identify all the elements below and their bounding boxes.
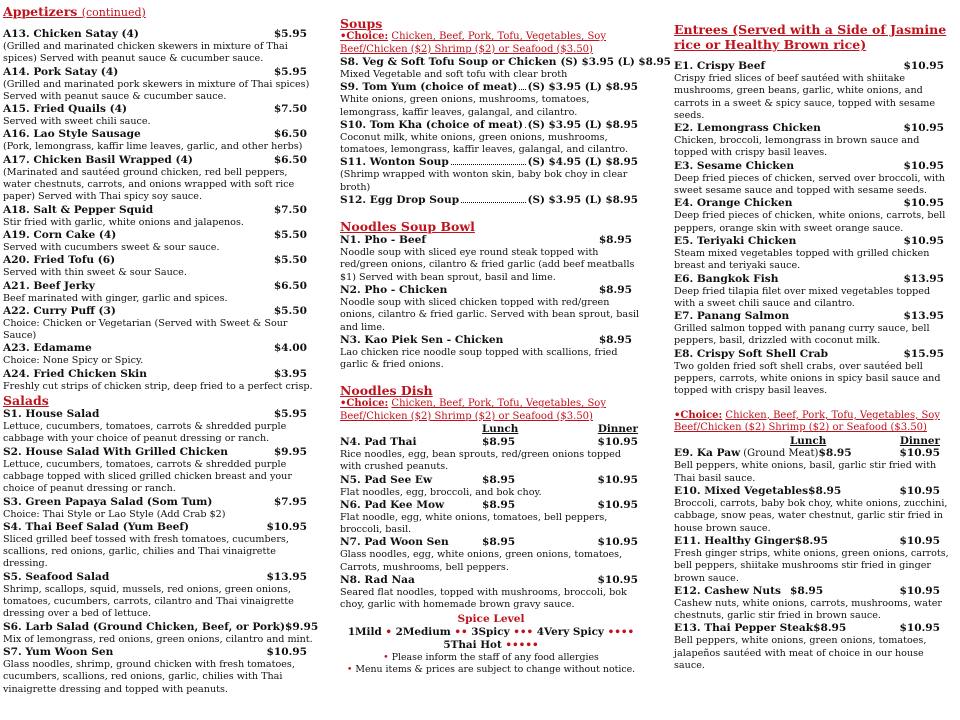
item-description: Flat noodle, egg, white onions, tomatoes, bell peppers, broccoli, basil. <box>340 511 608 536</box>
dinner-price: $10.95 <box>899 622 940 635</box>
menu-item <box>674 447 954 485</box>
item-description: Flat noodles, egg, broccoli, and bok choy. <box>340 486 542 498</box>
lunch-price: $8.95 <box>794 534 828 547</box>
item-name: N5. Pad See Ew <box>340 473 433 486</box>
item-description: (Grilled and marinated chicken skewers in mixture of Thai spices) Served with peanut sauce & cucumber sauce. <box>3 41 288 65</box>
item-description: Coconut milk, white onions, green onions, mushrooms, tomatoes, lemongrass, kaffir leaves, galangal, and cilantro. <box>340 131 629 156</box>
item-price: $7.50 <box>273 203 307 216</box>
item-name: A16. Lao Style Sausage <box>3 128 141 141</box>
item-name: S1. House Salad <box>3 408 100 421</box>
allergy-note-text: Please inform the staff of any food allergies <box>391 651 599 663</box>
menu-item <box>674 273 954 311</box>
item-description: Lettuce, cucumbers, tomatoes, carrots & shredded purple cabbage with your choice of peanut dressing or ranch. <box>3 421 287 445</box>
item-description: Noodle soup with sliced eye round steak topped with red/green onions, cilantro & fried garlic (add beef meatballs $1) Served with bean sprout, basil and lime. <box>340 247 635 283</box>
menu-item <box>340 234 642 284</box>
item-description: Two golden fried soft shell crabs, over sautéed bell peppers, carrots, white onions in spicy basil sauce and topped with crispy basil leaves. <box>674 360 941 397</box>
item-name: N6. Pad Kee Mow <box>340 498 445 511</box>
entrees-choice-label: •Choice: <box>674 409 723 421</box>
item-name: N2. Pho - Chicken <box>340 283 448 296</box>
item-description: Served with cucumbers sweet & sour sauce. <box>3 241 220 253</box>
menu-item-row <box>674 447 954 460</box>
menu-item-row <box>3 254 313 267</box>
item-description: (Grilled and marinated pork skewers in mixture of Thai spices) Served with peanut sauce & cucumber sauce. <box>3 78 310 102</box>
noodles-choice-label: •Choice: <box>340 398 389 410</box>
spice-spicy: 3Spicy <box>471 625 510 638</box>
item-price: $5.95 <box>273 28 307 40</box>
item-description: Freshly cut strips of chicken strip, deep fried to a perfect crisp. <box>3 380 313 392</box>
menu-item <box>674 60 954 122</box>
menu-item <box>674 235 954 273</box>
item-name: S9. Tom Yum (choice of meat) <box>340 81 518 94</box>
item-name: N8. Rad Naa <box>340 574 415 587</box>
item-description: Lao chicken rice noodle soup topped with scallions, fried garlic & fried onions. <box>340 346 618 371</box>
item-name: E12. Cashew Nuts <box>674 584 781 597</box>
item-name: A22. Curry Puff (3) <box>3 304 116 317</box>
menu-item-row <box>3 305 313 318</box>
menu-item-row <box>3 446 313 459</box>
dinner-price: $10.95 <box>597 473 638 486</box>
item-name: S5. Seafood Salad <box>3 570 110 583</box>
menu-item-row <box>3 280 313 293</box>
entrees-list <box>674 60 954 398</box>
noodle-soup-list <box>340 234 642 371</box>
item-name: S8. Veg & Soft Tofu Soup or Chicken <box>340 56 557 68</box>
item-name: A17. Chicken Basil Wrapped (4) <box>3 153 193 166</box>
leader-dots <box>525 127 526 128</box>
menu-item <box>340 56 671 81</box>
soups-choice <box>340 31 642 56</box>
item-name: E4. Orange Chicken <box>674 197 793 210</box>
appetizers-continued: (continued) <box>81 6 146 19</box>
item-name: E9. Ka Paw <box>674 447 741 460</box>
dinner-price: $10.95 <box>597 536 638 549</box>
dinner-price: $10.95 <box>899 447 940 460</box>
item-description: Deep fried pieces of chicken, served over broccoli, with sweet sesame sauce and topped with sesame seeds. <box>674 172 945 197</box>
menu-item-row <box>340 234 642 247</box>
item-description: Shrimp, scallops, squid, mussels, red onions, green onions, tomatoes, cucumbers, carrots, cilantro and Thai vinaigrette dressing over a bed of lettuce. <box>3 583 294 620</box>
lunch-price: $8.95 <box>482 435 516 448</box>
menu-item-row <box>3 408 313 421</box>
item-price: $6.50 <box>273 279 307 292</box>
dinner-header: Dinner <box>899 434 940 447</box>
item-description: Served with sweet chili sauce. <box>3 116 151 128</box>
menu-item <box>3 521 313 571</box>
item-description: Broccoli, carrots, baby bok choy, white onions, zucchini, cabbage, snow peas, water chestnut, garlic stir fried in house brown sauce. <box>674 498 948 534</box>
salads-heading: Salads <box>3 393 49 409</box>
item-price: $10.95 <box>903 234 944 247</box>
note-bullet-icon: • <box>346 663 353 675</box>
dinner-price: $10.95 <box>597 435 638 448</box>
menu-item-row <box>3 342 313 355</box>
menu-item-row <box>3 620 319 634</box>
menu-item-row <box>3 66 313 79</box>
item-name: A21. Beef Jerky <box>3 279 95 292</box>
menu-item-row <box>340 436 642 449</box>
menu-item <box>674 197 954 235</box>
item-description: Cashew nuts, white onions, carrots, mushrooms, water chestnuts, garlic stir fried in brown sauce. <box>674 597 942 622</box>
menu-item <box>3 646 313 696</box>
menu-item-row <box>340 156 642 169</box>
dinner-price: $10.95 <box>899 534 940 547</box>
item-price: $10.95 <box>266 645 307 658</box>
item-description: Choice: None Spicy or Spicy. <box>3 355 144 367</box>
menu-item <box>3 204 313 229</box>
menu-item <box>3 571 313 621</box>
menu-item-row <box>340 284 642 297</box>
item-description: Seared flat noodles, topped with mushrooms, broccoli, bok choy, garlic with homemade brown gravy sauce. <box>340 587 627 611</box>
menu-item-row <box>3 103 313 116</box>
item-name: E3. Sesame Chicken <box>674 159 795 172</box>
column-soups-noodles <box>340 16 671 676</box>
item-price: (S) $3.95 (L) $8.95 <box>560 56 671 68</box>
menu-item <box>3 620 319 646</box>
menu-item-row <box>340 536 642 549</box>
item-name: S12. Egg Drop Soup <box>340 194 460 207</box>
allergy-note <box>340 652 642 664</box>
lunch-price: $8.95 <box>818 447 852 460</box>
item-price: $10.95 <box>266 520 307 533</box>
item-name: S2. House Salad With Grilled Chicken <box>3 445 229 458</box>
menu-item-row <box>3 646 313 659</box>
menu-item-row <box>340 499 642 512</box>
entrees-heading: Entrees (Served with a Side of Jasmine rice or Healthy Brown rice) <box>674 22 947 52</box>
leader-dots <box>519 89 525 90</box>
menu-item-row <box>340 474 642 487</box>
item-price: $7.50 <box>273 103 307 116</box>
menu-item-row <box>3 28 313 41</box>
menu-item-row <box>674 485 954 498</box>
menu-item-row <box>674 197 954 210</box>
lunch-price: $8.95 <box>482 498 516 511</box>
item-price: $13.95 <box>266 570 307 583</box>
item-description: Glass noodles, egg, white onions, green onions, tomatoes, Carrots, mushrooms, bell peppers. <box>340 549 623 573</box>
item-price: $5.50 <box>273 228 307 241</box>
item-description: Steam mixed vegetables topped with grilled chicken breast and teriyaki sauce. <box>674 247 930 272</box>
item-description: Beef marinated with ginger, garlic and spices. <box>3 292 228 304</box>
menu-item <box>340 536 642 574</box>
item-name: A14. Pork Satay (4) <box>3 65 119 78</box>
soups-choice-label: •Choice: <box>340 31 389 42</box>
spice-thai-hot: 5Thai Hot <box>443 638 502 651</box>
item-description: Rice noodles, egg, bean sprouts, red/green onions topped with crushed peanuts. <box>340 448 621 473</box>
noodle-soup-heading: Noodles Soup Bowl <box>340 219 475 235</box>
item-price: $10.95 <box>903 159 944 172</box>
menu-item <box>674 485 954 535</box>
item-name: E1. Crispy Beef <box>674 60 766 72</box>
menu-item <box>3 66 313 104</box>
item-name: A18. Salt & Pepper Squid <box>3 203 154 216</box>
menu-item <box>3 254 313 279</box>
item-description: Stir fried with garlic, white onions and jalapenos. <box>3 216 244 228</box>
noodles-lunch-dinner-header <box>340 423 642 436</box>
item-name: E11. Healthy Ginger <box>674 534 795 547</box>
item-extra: (Ground Meat) <box>743 448 819 460</box>
lunch-price: $8.95 <box>790 584 824 597</box>
lunch-price: $8.95 <box>808 485 842 498</box>
menu-item-row <box>340 119 642 132</box>
dinner-price: $10.95 <box>899 485 940 498</box>
menu-item-row <box>3 229 313 242</box>
spice-spicy-marker: ••• <box>513 625 534 638</box>
item-name: E13. Thai Pepper Steak <box>674 622 814 635</box>
item-description: Sliced grilled beef tossed with fresh tomatoes, cucumbers, scallions, red onions, garlic, chilies and Thai vinaigrette dressing. <box>3 533 289 570</box>
item-name: S11. Wonton Soup <box>340 156 449 169</box>
item-name: E2. Lemongrass Chicken <box>674 122 821 135</box>
lunch-price: $8.95 <box>813 622 847 635</box>
menu-item-row <box>3 571 313 584</box>
lunch-price: $8.95 <box>482 473 516 486</box>
menu-item-row <box>674 60 954 73</box>
item-name: N3. Kao Piek Sen - Chicken <box>340 333 504 346</box>
item-description: (Marinated and sautéed ground chicken, red bell peppers, water chestnuts, carrots, and onions wrapped with soft rice paper) Served with Thai spicy soy sauce. <box>3 166 295 203</box>
menu-item-row <box>674 273 954 286</box>
spice-level-title: Spice Level <box>457 612 525 625</box>
item-name: E10. Mixed Vegetables <box>674 485 809 498</box>
menu-item <box>674 535 954 585</box>
noodles-dish-list <box>340 436 642 612</box>
menu-item <box>340 574 642 612</box>
item-description: Deep fried pieces of chicken, white onions, carrots, bell peppers, orange skin with sweet orange sauce. <box>674 210 946 234</box>
menu-item-row <box>3 496 313 509</box>
item-price: (S) $3.95 (L) $8.95 <box>527 81 638 94</box>
item-price: (S) $3.95 (L) $8.95 <box>527 118 638 131</box>
menu-item-row <box>674 122 954 135</box>
item-price: $10.95 <box>903 122 944 135</box>
item-name: S4. Thai Beef Salad (Yum Beef) <box>3 520 189 533</box>
menu-item <box>674 585 954 623</box>
menu-item <box>340 194 642 207</box>
item-name: E6. Bangkok Fish <box>674 272 779 285</box>
menu-item-row <box>3 204 313 217</box>
menu-item <box>3 305 313 343</box>
menu-item-row <box>3 154 313 167</box>
lunch-header: Lunch <box>790 434 827 447</box>
item-price: $5.50 <box>273 304 307 317</box>
spice-medium-marker: •• <box>454 625 468 638</box>
item-description: (Shrimp wrapped with wonton skin, baby bok choy in clear broth) <box>340 169 628 193</box>
menu-item <box>674 310 954 348</box>
item-price: $10.95 <box>903 197 944 210</box>
price-change-note-text: Menu items & prices are subject to change without notice. <box>355 663 636 675</box>
item-price: $5.50 <box>273 254 307 267</box>
dinner-price: $10.95 <box>597 498 638 511</box>
leader-dots <box>461 202 525 203</box>
item-name: S10. Tom Kha (choice of meat) <box>340 118 524 131</box>
item-description: Choice: Chicken or Vegetarian (Served with Sweet & Sour Sauce) <box>3 317 288 342</box>
appetizers-list <box>3 28 313 393</box>
noodles-choice-text: Chicken, Beef, Pork, Tofu, Vegetables, Soy Beef/Chicken ($2) Shrimp ($2) or Seafood ($3.50) <box>340 398 606 422</box>
item-name: S3. Green Papaya Salad (Som Tum) <box>3 495 213 508</box>
menu-item <box>340 81 642 119</box>
menu-item <box>340 499 642 537</box>
soups-list <box>340 56 671 207</box>
item-price: $13.95 <box>903 310 944 323</box>
menu-item <box>3 446 313 496</box>
item-price: $3.95 <box>273 367 307 380</box>
appetizers-title: Appetizers <box>3 4 78 19</box>
item-price: $9.95 <box>285 620 319 633</box>
menu-item-row <box>340 81 642 94</box>
menu-item-row <box>340 574 642 587</box>
noodles-choice <box>340 398 642 423</box>
menu-item <box>3 342 313 367</box>
item-description: White onions, green onions, mushrooms, tomatoes, lemongrass, kaffir leaves, galangal, and cilantro. <box>340 94 590 118</box>
soups-heading: Soups <box>340 16 383 31</box>
menu-item-row <box>674 622 954 635</box>
menu-item-row <box>3 368 313 381</box>
item-price: (S) $3.95 (L) $8.95 <box>527 194 638 207</box>
menu-item-row <box>340 334 642 347</box>
spice-very-spicy: 4Very Spicy <box>536 625 604 638</box>
menu-item <box>3 28 313 66</box>
menu-item <box>340 436 642 474</box>
item-description: Served with thin sweet & sour Sauce. <box>3 267 187 279</box>
item-name: A24. Fried Chicken Skin <box>3 367 147 380</box>
item-price: $8.95 <box>598 283 632 296</box>
dinner-price: $10.95 <box>899 584 940 597</box>
item-name: N4. Pad Thai <box>340 435 417 448</box>
item-name: E7. Panang Salmon <box>674 310 790 323</box>
item-description: (Pork, lemongrass, kaffir lime leaves, garlic, and other herbs) <box>3 141 303 153</box>
item-name: S6. Larb Salad (Ground Chicken, Beef, or Pork) <box>3 620 286 633</box>
menu-item-row <box>674 585 954 598</box>
item-price: $10.95 <box>903 60 944 72</box>
menu-item <box>674 348 954 398</box>
item-name: N7. Pad Woon Sen <box>340 536 449 549</box>
item-description: Bell peppers, white onions, green onions, tomatoes, jalapeños sautéed with meat of choice in our house sauce. <box>674 635 927 671</box>
menu-item <box>340 156 642 194</box>
item-price: $5.95 <box>273 65 307 78</box>
item-name: A13. Chicken Satay (4) <box>3 28 139 40</box>
item-price: $5.95 <box>273 408 307 421</box>
item-price: $6.50 <box>273 153 307 166</box>
item-price: (S) $4.95 (L) $8.95 <box>527 156 638 169</box>
menu-item-row <box>340 56 671 69</box>
item-description: Glass noodles, shrimp, ground chicken with fresh tomatoes, cucumbers, scallions, red onions, garlic, chilies with Thai vinaigrette dressing and topped with peanuts. <box>3 658 295 695</box>
entrees-choice-text: Chicken, Beef, Pork, Tofu, Vegetables, Soy Beef/Chicken ($2) Shrimp ($2) or Seafood ($3.50) <box>674 409 940 434</box>
menu-item-row <box>674 535 954 548</box>
item-description: Chicken, broccoli, lemongrass in brown sauce and topped with crispy basil leaves. <box>674 135 920 159</box>
menu-item <box>3 280 313 305</box>
menu-item-row <box>674 160 954 173</box>
menu-item <box>3 496 313 521</box>
dinner-price: $10.95 <box>597 574 638 587</box>
menu-item-row <box>674 310 954 323</box>
item-description: Fresh ginger strips, white onions, green onions, carrots, bell peppers, shiitake mushrooms stir fried in ginger brown sauce. <box>674 547 949 584</box>
menu-item-row <box>3 128 313 141</box>
item-price: $6.50 <box>273 128 307 141</box>
spice-mild-marker: • <box>385 625 393 638</box>
menu-item <box>3 103 313 128</box>
column-appetizers-salads <box>3 4 319 696</box>
menu-item <box>3 128 313 153</box>
menu-item-row <box>674 235 954 248</box>
item-name: S7. Yum Woon Sen <box>3 645 114 658</box>
menu-item-row <box>674 348 954 361</box>
item-description: Grilled salmon topped with panang curry sauce, bell peppers, basil, drizzled with coconut milk. <box>674 323 930 347</box>
appetizers-heading <box>3 4 313 20</box>
item-name: E5. Teriyaki Chicken <box>674 234 797 247</box>
menu-item <box>3 229 313 254</box>
entrees-choice <box>674 410 954 435</box>
item-name: A23. Edamame <box>3 342 92 355</box>
item-price: $8.95 <box>598 234 632 247</box>
menu-item-row <box>340 194 642 207</box>
note-bullet-icon: • <box>383 651 389 663</box>
item-price: $8.95 <box>598 333 632 346</box>
item-description: Lettuce, cucumbers, tomatoes, carrots & shredded purple cabbage topped with sliced grilled chicken breast and your choice of peanut dressing or ranch. <box>3 458 292 495</box>
entrees-stirfry-list <box>674 447 954 672</box>
menu-item <box>340 119 642 157</box>
spice-thai-hot-marker: ••••• <box>505 638 539 651</box>
menu-item <box>3 408 313 446</box>
item-description: Choice: Thai Style or Lao Style (Add Crab $2) <box>3 508 226 520</box>
entrees-lunch-dinner-header <box>674 435 954 448</box>
item-description: Mixed Vegetable and soft tofu with clear broth <box>340 69 568 80</box>
noodles-dish-heading: Noodles Dish <box>340 383 433 399</box>
leader-dots <box>451 164 526 165</box>
dinner-header: Dinner <box>597 423 638 436</box>
item-price: $7.95 <box>273 495 307 508</box>
item-price: $4.00 <box>273 342 307 355</box>
item-price: $9.95 <box>273 445 307 458</box>
menu-item <box>674 622 954 672</box>
item-price: $15.95 <box>903 347 944 360</box>
item-description: Noodle soup with sliced chicken topped with red/green onions, cilantro & fried garlic. Served with bean sprout, basil and lime. <box>340 296 640 333</box>
spice-level-line-1 <box>340 626 642 639</box>
spice-medium: 2Medium <box>395 625 451 638</box>
lunch-price: $8.95 <box>482 536 516 549</box>
item-name: N1. Pho - Beef <box>340 234 426 247</box>
menu-item <box>674 160 954 198</box>
item-description: Bell peppers, white onions, basil, garlic stir fried with Thai basil sauce. <box>674 460 937 484</box>
menu-item <box>340 284 642 334</box>
menu-item <box>3 368 313 393</box>
menu-item <box>340 474 642 499</box>
price-change-note <box>340 664 642 676</box>
item-description: Deep fried tilapia filet over mixed vegetables topped with a sweet chili sauce and cilantro. <box>674 285 931 309</box>
item-name: A19. Corn Cake (4) <box>3 228 117 241</box>
spice-level-line-2 <box>340 639 642 652</box>
item-description: Crispy fried slices of beef sautéed with shiitake mushrooms, green beans, garlic, white onions, and carrots in a sweet & spicy sauce, topped with sesame seeds. <box>674 73 936 121</box>
salads-list <box>3 408 319 696</box>
spice-mild: 1Mild <box>347 625 382 638</box>
menu-item-row <box>3 521 313 534</box>
item-name: A15. Fried Quails (4) <box>3 103 128 116</box>
spice-very-spicy-marker: •••• <box>607 625 635 638</box>
item-name: A20. Fried Tofu (6) <box>3 254 116 267</box>
soups-choice-text: Chicken, Beef, Pork, Tofu, Vegetables, Soy Beef/Chicken ($2) Shrimp ($2) or Seafood ($3.50) <box>340 31 606 55</box>
lunch-header: Lunch <box>482 423 519 436</box>
item-description: Mix of lemongrass, red onions, green onions, cilantro and mint. <box>3 633 313 645</box>
menu-item <box>340 334 642 372</box>
menu-item <box>674 122 954 160</box>
column-entrees <box>674 22 954 672</box>
item-name: E8. Crispy Soft Shell Crab <box>674 347 829 360</box>
menu-item <box>3 154 313 204</box>
item-price: $13.95 <box>903 272 944 285</box>
